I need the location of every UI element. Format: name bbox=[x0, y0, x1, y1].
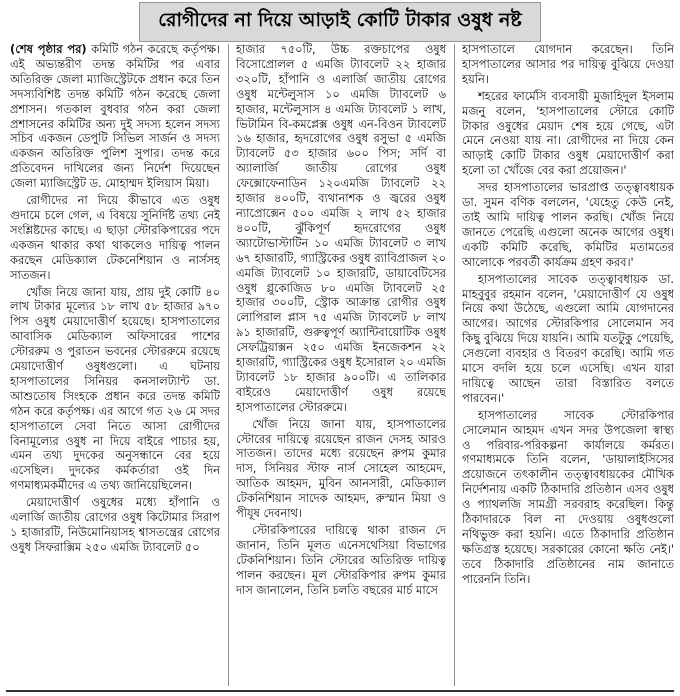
paragraph: হাজার ৭৫০টি, উচ্চ রক্তচাপের ওষুধ বিসোপ্রোলল ৫ এমজি ট্যাবলেট ২২ হাজার ৩২০টি, হাঁপানি ও এলার্জি জাতীয় রোগের ওষুধ মন্টেলুসাস ১০ এমজি ট্যাবলেট ৬ হাজার, মন্টেলুসাস ৪ এমজি ট্যাবলেট ১ লাখ, ভিটামিন বি-কমপ্লেক্স ওষুধ এন-বিওন ট্যাবলেট ১৬ হাজার, হৃদরোগের ওষুধ রসুভা ৫ এমজি ট্যাবলেট ৫৩ হাজার ৬০০ পিস; সর্দি বা অ্যালার্জি জাতীয় রোগের ওষুধ ফেক্সোফেনাডিন ১২০এমজি ট্যাবলেট ২২ হাজার ৪০০টি, ব্যথানাশক ও জ্বরের ওষুধ ন্যাপ্রোক্সেন ৫০০ এমজি ২ লাখ ৫২ হাজার ৪০০টি, ঝুঁকিপূর্ণ হৃদরোগের ওষুধ অ্যাটোভাস্টাটিন ১০ এমজি ট্যাবলেট ৩ লাখ ৬৭ হাজারটি, গ্যাস্ট্রিকের ওষুধ র‍্যাবিপ্রাজল ২০ এমজি ট্যাবলেট ১০ হাজারটি, ডায়াবেটিসের ওষুধ গ্লুকোজিড ৮০ এমজি ট্যাবলেট ২৫ হাজার ৩০০টি, স্ট্রোক আক্রান্ত রোগীর ওষুধ লোপিরাল প্লাস ৭৫ এমজি ট্যাবলেট ৮ লাখ ৯১ হাজারটি, গুরুত্বপূর্ণ অ্যান্টিবায়োটিক ওষুধ সেফট্রিয়াক্সন ২৫০ এমজি ইনজেকশন ২২ হাজারটি, গ্যাস্ট্রিকের ওষুধ ইসোরাল ২০ এমজি ট্যাবলেট ১৮ হাজার ৯০০টি। এ তালিকার বাইরেও মেয়াদোত্তীর্ণ ওষুধ রয়েছে হাসপাতালের স্টোররুমে। bbox=[236, 42, 446, 414]
paragraph: খোঁজ নিয়ে জানা যায়, হাসপাতালের স্টোরের দায়িত্বে রয়েছেন রাজন দেসহ আরও সাতজন। তাদের মধ্যে রয়েছেন রুপম কুমার দাস, সিনিয়র স্টাফ নার্স সোহেল আহমেদ, আতিক আহমদ, মুবিন আনসারী, মেডিক্যাল টেকনিশিয়ান সাদেক আহমদ, রুস্মান মিয়া ও পীযূষ দেবনাথ। bbox=[236, 416, 446, 521]
article-column-2 bbox=[236, 42, 446, 687]
paragraph bbox=[10, 42, 220, 191]
paragraph: হাসপাতালের সাবেক তত্ত্বাবধায়ক ডা. মাহবুবুর রহমান বলেন, 'মেয়াদোত্তীর্ণ যে ওষুধ নিয়ে কথা উঠেছে, এগুলো আমি যোগদানের আগের। আগের স্টোরকিপার সোলেমান সব কিছু বুঝিয়ে দিয়ে যায়নি। আমি যতটুকু পেয়েছি, সেগুলো ব্যবহার ও বিতরণ করেছি। আমি গত মাসে বদলি হয়ে চলে এসেছি। এখন যারা দায়িত্বে আছেন তারা বিস্তারিত বলতে পারবেন।' bbox=[462, 271, 674, 405]
article-column-3 bbox=[462, 42, 674, 687]
headline-bar bbox=[0, 0, 680, 40]
paragraph: শহরের ফার্মেসি ব্যবসায়ী মুজাহিদুল ইসলাম মজনু বলেন, 'হাসপাতালের স্টোরে কোটি টাকার ওষুধের মেয়াদ শেষ হয়ে গেছে, এটা মেনে নেওয়া যায় না। রোগীদের না দিয়ে কেন আড়াই কোটি টাকার ওষুধ মেয়াদোত্তীর্ণ করা হলো তা খোঁজে বের করা প্রয়োজন।' bbox=[462, 88, 674, 178]
paragraph: মেয়াদোত্তীর্ণ ওষুধের মধ্যে হাঁপানি ও এলার্জি জাতীয় রোগের ওষুধ কিটোমার সিরাপ ১ হাজারটি, নিউমোনিয়াসহ শ্বাসতন্ত্রের রোগের ওষুধ সিফরাক্সিম ২৫০ এমজি ট্যাবলেট ৫০ bbox=[10, 495, 220, 554]
paragraph: হাসপাতালে যোগদান করেছেন। তিনি হাসপাতালের আসার পর দায়িত্ব বুঝিয়ে দেওয়া হয়নি। bbox=[462, 42, 674, 86]
headline: রোগীদের না দিয়ে আড়াই কোটি টাকার ওষুধ নষ্ট bbox=[139, 2, 540, 42]
paragraph: স্টোরকিপারের দায়িত্বে থাকা রাজন দে জানান, তিনি মূলত এনেসথেসিয়া বিভাগের টেকনিশিয়ান। তিনি স্টোরের অতিরিক্ত দায়িত্ব পালন করছেন। মূল স্টোরকিপার রুপম কুমার দাস জানালেন, তিনি চলতি বছরের মার্চ মাসে bbox=[236, 523, 446, 597]
paragraph: হাসপাতালের সাবেক স্টোরকিপার সোলেমান আহমদ এখন সদর উপজেলা স্বাস্থ্য ও পরিবার-পরিকল্পনা কার্যালয়ে কর্মরত। গণমাধ্যমকে তিনি বলেন, 'ডায়ালাইসিসের প্রয়োজনে তৎকালীন তত্ত্বাবধায়কের মৌখিক নির্দেশনায় একটি ঠিকাদারি প্রতিষ্ঠান এসব ওষুধ ও প্যাথলজি সামগ্রী সরবরাহ করেছিল। কিন্তু ঠিকাদারকে বিল না দেওয়ায় ওষুধগুলো নথিভুক্ত করা হয়নি। এতে ঠিকাদারি প্রতিষ্ঠান ক্ষতিগ্রস্ত হয়েছে। সরকারের কোনো ক্ষতি নেই।' তবে ঠিকাদারি প্রতিষ্ঠানের নাম জানাতে পারেননি তিনি। bbox=[462, 407, 674, 586]
paragraph: খোঁজ নিয়ে জানা যায়, প্রায় দুই কোটি ৪০ লাখ টাকার মূল্যের ১৮ লাখ ৫৮ হাজার ৯৭০ পিস ওষুধ মেয়াদোত্তীর্ণ হয়েছে। হাসপাতালের আবাসিক মেডিক্যাল অফিসারের পাশের স্টোররুম ও পুরাতন ভবনের স্টোররুমে রয়েছে মেয়াদোত্তীর্ণ ওষুধগুলো। এ ঘটনায় হাসপাতালের সিনিয়র কনসালট্যান্ট ডা. আশুতোষ সিংহকে প্রধান করে তদন্ত কমিটি গঠন করে কর্তৃপক্ষ। এর আগে গত ২৬ মে সদর হাসপাতালে সেবা নিতে আসা রোগীদের বিনামূল্যের ওষুধ না দিয়ে বাইরে পাচার হয়, এমন তথ্য দুদকের অনুসন্ধানে বের হয়ে এসেছিল। দুদকের কর্মকর্তারা ওই দিন গণমাধ্যমকর্মীদের এ তথ্য জানিয়েছিলেন। bbox=[10, 284, 220, 493]
column-divider bbox=[454, 44, 455, 686]
column-divider bbox=[228, 44, 229, 686]
continuation-label: (শেষ পৃষ্ঠার পর) bbox=[10, 42, 87, 56]
paragraph-text: কমিটি গঠন করেছে কর্তৃপক্ষ। এই অভ্যন্তরীণ তদন্ত কমিটির পর এবার অতিরিক্ত জেলা ম্যাজিস্ট্রেটকে প্রধান করে তিন সদস্যবিশিষ্ট তদন্ত কমিটি গঠন করেছে জেলা প্রশাসন। গতকাল বুধবার গঠন করা জেলা প্রশাসনের কমিটির অন্য দুই সদস্য হলেন সদস্য সচিব একজন ডেপুটি সিভিল সার্জন ও সদস্য একজন অতিরিক্ত পুলিশ সুপার। তদন্ত করে প্রতিবেদন দাখিলের জন্য নির্দেশ দিয়েছেন জেলা ম্যাজিস্ট্রেট ড. মোহাম্মদ ইলিয়াস মিয়া। bbox=[10, 42, 220, 191]
paragraph: সদর হাসপাতালের ভারপ্রাপ্ত তত্ত্বাবধায়ক ডা. সুমন বণিক বললেন, 'যেহেতু কেউ নেই, তাই আমি দায়িত্ব পালন করছি। খোঁজ নিয়ে জানতে পেরেছি এগুলো অনেক আগের ওষুধ। একটি কমিটি করেছি, কমিটির মতামতের আলোকে পরবর্তী কার্যক্রম গ্রহণ করব।' bbox=[462, 180, 674, 269]
bottom-rule bbox=[6, 690, 674, 692]
article-column-1 bbox=[10, 42, 220, 687]
paragraph: রোগীদের না দিয়ে কীভাবে এত ওষুধ গুদামে চলে গেল, এ বিষয়ে সুনির্দিষ্ট তথ্য নেই সংশ্লিষ্টদের কাছে। এ ছাড়া স্টোরকিপারের পদে একজন থাকার কথা থাকলেও দায়িত্ব পালন করছেন মেডিক্যাল টেকনেশিয়ান ও নার্সসহ সাতজন। bbox=[10, 193, 220, 282]
